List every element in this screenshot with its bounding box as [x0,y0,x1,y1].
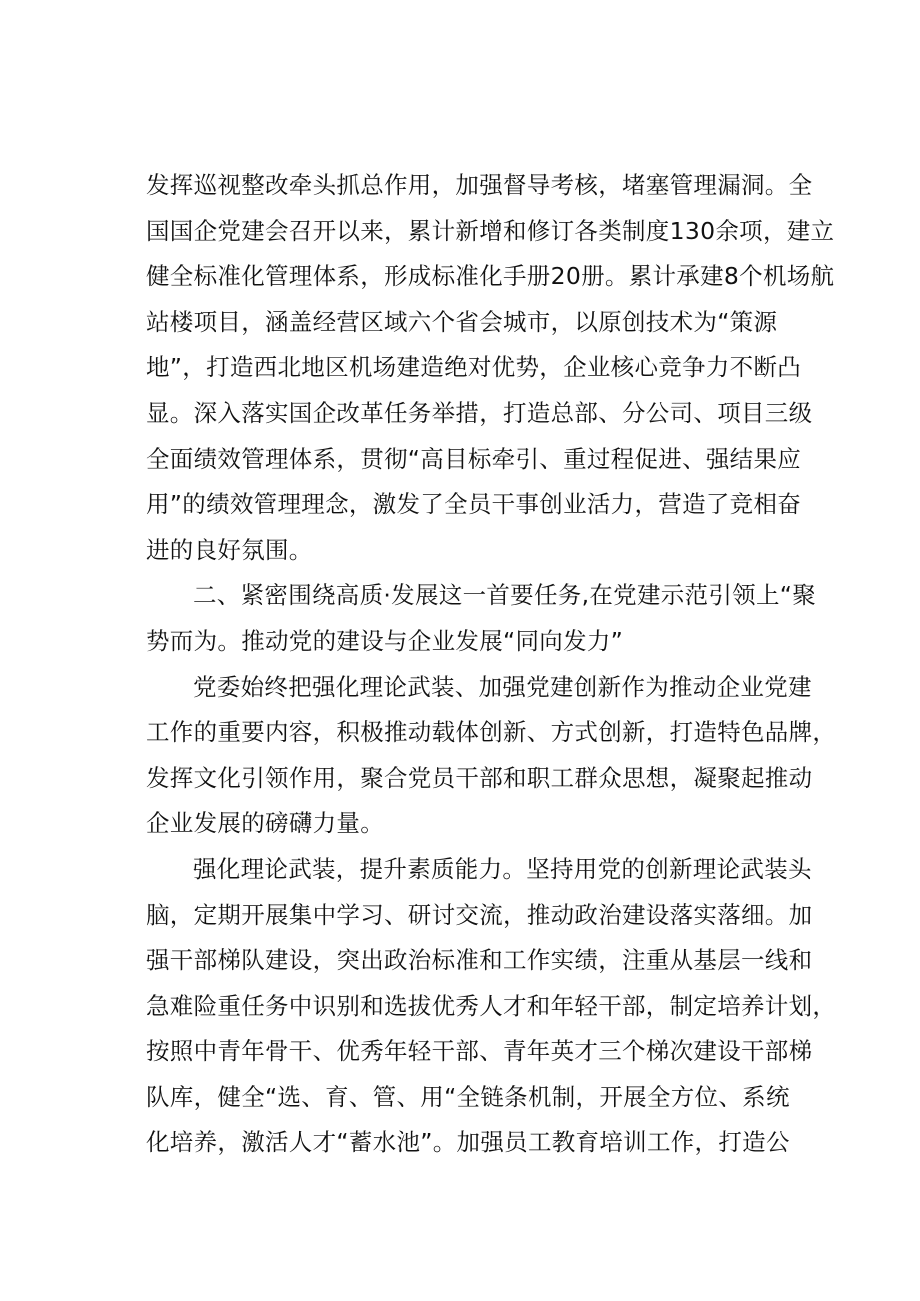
text-line: 国国企党建会召开以来，累计新增和修订各类制度130余项，建立 [146,216,835,245]
text-line: 强干部梯队建设，突出政治标准和工作实绩，注重从基层一线和 [146,946,813,975]
text-line: 发挥巡视整改牵头抓总作用，加强督导考核，堵塞管理漏洞。全 [146,171,813,199]
text-line: 站楼项目，涵盖经营区域六个省会城市，以原创技术为“策源 [146,307,778,336]
section-heading-line: 二、紧密围绕高质·发展这一首要任务,在党建示范引领上“聚 [193,581,817,610]
body-text [146,163,837,1166]
text-line: 工作的重要内容，积极推动载体创新、方式创新，打造特色品牌， [146,718,837,747]
text-line: 化培养，激活人才“蓄水池”。加强员工教育培训工作，打造公 [146,1128,790,1157]
text-line: 队库，健全“选、育、管、用“全链条机制，开展全方位、系统 [146,1082,790,1111]
text-line: 全面绩效管理体系，贯彻“高目标牵引、重过程促进、强结果应 [146,444,802,473]
text-line: 地”，打造西北地区机场建造绝对优势，企业核心竞争力不断凸 [146,353,802,382]
text-line: 强化理论武装，提升素质能力。坚持用党的创新理论武装头 [193,854,812,883]
text-line: 企业发展的磅礴力量。 [146,809,384,838]
text-line: 发挥文化引领作用，聚合党员干部和职工群众思想，凝聚起推动 [146,763,813,792]
text-line: 进的良好氛围。 [146,535,313,564]
text-line: 脑，定期开展集中学习、研讨交流，推动政治建设落实落细。加 [146,900,813,929]
text-line: 健全标准化管理体系，形成标准化手册20册。累计承建8个机场航 [146,262,835,291]
text-line: 显。深入落实国企改革任务举措，打造总部、分公司、项目三级 [146,398,813,427]
section-heading-line: 势而为。推动党的建设与企业发展“同向发力” [146,626,624,655]
text-line: 用”的绩效管理理念，激发了全员干事创业活力，营造了竞相奋 [146,490,802,519]
text-line: 党委始终把强化理论武装、加强党建创新作为推动企业党建 [193,672,812,701]
text-line: 急难险重任务中识别和选拔优秀人才和年轻干部，制定培养计划， [146,991,837,1020]
text-line: 按照中青年骨干、优秀年轻干部、青年英才三个梯次建设干部梯 [146,1037,813,1066]
